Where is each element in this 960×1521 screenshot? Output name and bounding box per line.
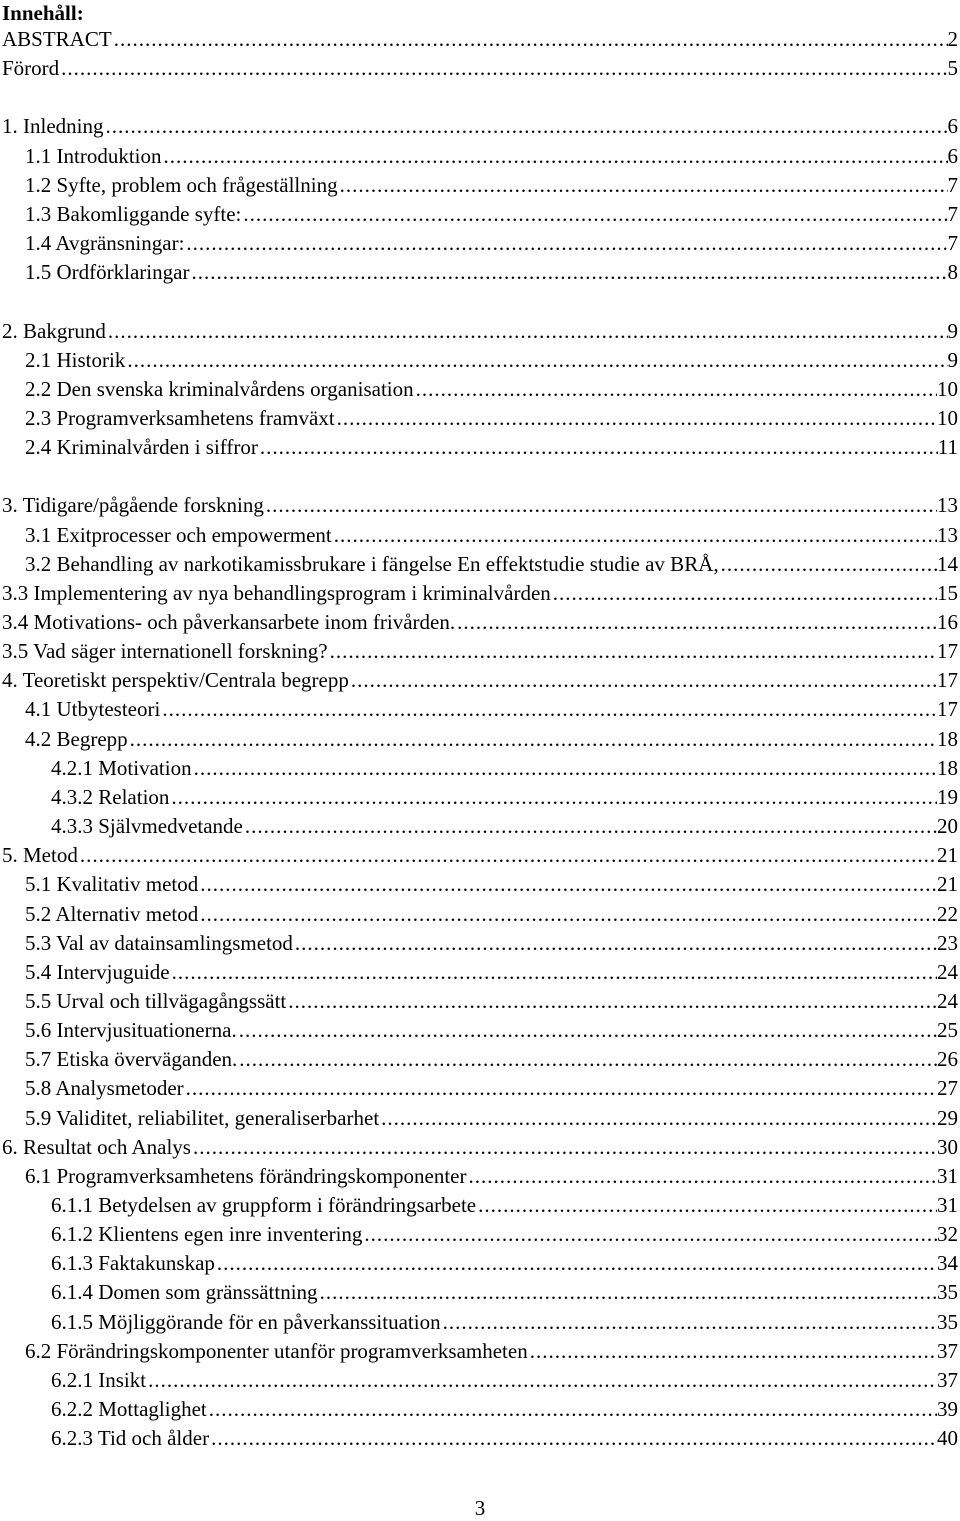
- toc-entry-label: 1.5 Ordförklaringar: [25, 260, 190, 285]
- toc-entry[interactable]: [25, 521, 958, 550]
- toc-leader-dots: [476, 1191, 937, 1220]
- toc-entry-label: 5.4 Intervjuguide: [25, 959, 170, 984]
- toc-entry[interactable]: [25, 229, 958, 258]
- toc-entry[interactable]: [51, 1191, 958, 1220]
- toc-entry-label: 6.2.3 Tid och ålder: [51, 1426, 210, 1451]
- toc-entry-label: 3.2 Behandling av narkotikamissbrukare i fängelse En effektstudie studie av BRÅ,: [25, 551, 719, 576]
- toc-leader-dots: [112, 25, 948, 54]
- toc-entry-label: 3.3 Implementering av nya behandlingsprogram i kriminalvården: [2, 580, 551, 605]
- toc-leader-dots: [215, 1249, 937, 1278]
- toc-leader-dots: [198, 870, 937, 899]
- toc-entry-page: 25: [937, 1018, 958, 1043]
- toc-leader-dots: [241, 200, 947, 229]
- toc-entry[interactable]: [51, 783, 958, 812]
- toc-entry[interactable]: [51, 812, 958, 841]
- toc-entry-label: 4.3.3 Självmedvetande: [51, 814, 243, 839]
- toc-leader-dots: [328, 637, 937, 666]
- toc-entry[interactable]: [25, 1337, 958, 1366]
- toc-entry-page: 29: [937, 1105, 958, 1130]
- toc-leader-dots: [335, 404, 937, 433]
- toc-entry-page: 14: [937, 551, 958, 576]
- toc-leader-dots: [78, 841, 937, 870]
- toc-entry-page: 19: [937, 784, 958, 809]
- toc-leader-dots: [264, 491, 937, 520]
- toc-leader-dots: [146, 1366, 937, 1395]
- toc-entry-page: 18: [937, 726, 958, 751]
- toc-entry-page: 9: [947, 318, 958, 343]
- toc-entry[interactable]: [51, 1220, 958, 1249]
- toc-entry[interactable]: [25, 346, 958, 375]
- toc-leader-dots: [209, 1424, 937, 1453]
- toc-entry[interactable]: [25, 1104, 958, 1133]
- toc-entry[interactable]: [51, 1249, 958, 1278]
- toc-entry-label: 1.2 Syfte, problem och frågeställning: [25, 172, 338, 197]
- toc-entry-label: 4.2.1 Motivation: [51, 755, 192, 780]
- toc-entry-page: 17: [937, 697, 958, 722]
- toc-entry-page: 15: [937, 580, 958, 605]
- toc-leader-dots: [170, 958, 937, 987]
- toc-entry[interactable]: [2, 666, 958, 695]
- toc-entry-page: 7: [947, 172, 958, 197]
- toc-leader-dots: [349, 666, 937, 695]
- toc-leader-dots: [719, 550, 937, 579]
- toc-entry-label: 5.8 Analysmetoder: [25, 1076, 184, 1101]
- toc-entry[interactable]: [51, 1278, 958, 1307]
- toc-entry[interactable]: [51, 1395, 958, 1424]
- toc-leader-dots: [106, 317, 948, 346]
- toc-leader-dots: [189, 258, 947, 287]
- toc-entry[interactable]: [2, 637, 958, 666]
- toc-leader-dots: [184, 1074, 937, 1103]
- toc-entry-page: 18: [937, 755, 958, 780]
- toc-entry-page: 34: [937, 1251, 958, 1276]
- toc-leader-dots: [466, 1162, 937, 1191]
- toc-entry[interactable]: [25, 929, 958, 958]
- toc-entry[interactable]: [2, 579, 958, 608]
- toc-entry-label: 6.1.3 Faktakunskap: [51, 1251, 215, 1276]
- page-number: 3: [474, 1496, 486, 1520]
- toc-entry[interactable]: [2, 54, 958, 83]
- toc-entry-page: 30: [937, 1134, 958, 1159]
- toc-entry[interactable]: [25, 1045, 958, 1074]
- toc-entry-page: 26: [937, 1047, 958, 1072]
- toc-entry-label: 5.3 Val av datainsamlingsmetod: [25, 930, 293, 955]
- toc-entry[interactable]: [25, 695, 958, 724]
- toc-leader-dots: [192, 754, 937, 783]
- toc-entry-label: 1.4 Avgränsningar:: [25, 231, 185, 256]
- toc-entry-label: 3. Tidigare/pågående forskning: [2, 493, 264, 518]
- toc-entry-page: 24: [937, 988, 958, 1013]
- toc-leader-dots: [318, 1278, 937, 1307]
- toc-entry-label: 4.1 Utbytesteori: [25, 697, 161, 722]
- toc-leader-dots: [379, 1104, 937, 1133]
- toc-entry-label: 4.2 Begrepp: [25, 726, 128, 751]
- toc-entry-page: 20: [937, 814, 958, 839]
- toc-entry-page: 8: [947, 260, 958, 285]
- toc-entry-page: 13: [937, 522, 958, 547]
- toc-entry[interactable]: [2, 841, 958, 870]
- toc-entry-label: 2.2 Den svenska kriminalvårdens organisation: [25, 376, 414, 401]
- toc-entry-page: 2: [947, 27, 958, 51]
- toc-leader-dots: [125, 346, 947, 375]
- toc-entry-label: 5.2 Alternativ metod: [25, 901, 199, 926]
- toc-leader-dots: [551, 579, 937, 608]
- toc-entry-label: 6.2.2 Mottaglighet: [51, 1397, 207, 1422]
- toc-entry-page: 16: [937, 610, 958, 634]
- toc-leader-dots: [169, 783, 937, 812]
- toc-entry-label: 1.1 Introduktion: [25, 143, 162, 168]
- toc-leader-dots: [362, 1220, 937, 1249]
- toc-entry-label: 4.3.2 Relation: [51, 784, 170, 809]
- toc-entry[interactable]: [2, 608, 958, 637]
- toc-entry-page: 11: [937, 435, 958, 460]
- toc-entry[interactable]: [25, 142, 958, 171]
- toc-entry-page: 7: [947, 231, 958, 256]
- toc-leader-dots: [59, 54, 947, 83]
- toc-entry-label: 1.3 Bakomliggande syfte:: [25, 201, 242, 226]
- toc-entry-page: 31: [937, 1163, 958, 1188]
- toc-entry-page: 7: [947, 201, 958, 226]
- toc-leader-dots: [184, 229, 947, 258]
- toc-leader-dots: [128, 725, 937, 754]
- toc-leader-dots: [103, 112, 947, 141]
- toc-entry-label: 3.4 Motivations- och påverkansarbete inom frivården.: [2, 610, 456, 634]
- toc-entry[interactable]: [51, 1424, 958, 1453]
- toc-entry-page: 35: [937, 1309, 958, 1334]
- toc-entry-page: 5: [947, 56, 958, 81]
- toc-entry[interactable]: [25, 404, 958, 433]
- toc-entry[interactable]: [2, 491, 958, 520]
- toc-entry-page: 10: [937, 405, 958, 430]
- toc-leader-dots: [160, 695, 937, 724]
- toc-entry[interactable]: [25, 1162, 958, 1191]
- toc-entry[interactable]: [25, 171, 958, 200]
- toc-entry-page: 6: [947, 114, 958, 139]
- toc-entry[interactable]: [2, 112, 958, 141]
- toc-leader-dots: [414, 375, 937, 404]
- toc-entry-page: 27: [937, 1076, 958, 1101]
- toc-entry[interactable]: [25, 870, 958, 899]
- toc-entry-page: 40: [937, 1426, 958, 1451]
- toc-entry-page: 23: [937, 930, 958, 955]
- toc-leader-dots: [191, 1133, 937, 1162]
- toc-entry-page: 24: [937, 959, 958, 984]
- toc-entry[interactable]: [25, 900, 958, 929]
- toc-entry-label: 6.2 Förändringskomponenter utanför programverksamheten: [25, 1338, 528, 1363]
- toc-heading: Innehåll:: [2, 1, 84, 25]
- toc-entry-label: 4. Teoretiskt perspektiv/Centrala begrepp: [2, 668, 349, 693]
- toc-leader-dots: [338, 171, 948, 200]
- toc-entry-label: 2.3 Programverksamhetens framväxt: [25, 405, 335, 430]
- toc-leader-dots: [286, 987, 937, 1016]
- toc-entry-label: Förord: [2, 56, 60, 81]
- toc-entry-label: ABSTRACT: [2, 27, 112, 51]
- toc-entry[interactable]: [2, 25, 958, 54]
- toc-entry-label: 5.6 Intervjusituationerna.: [25, 1018, 237, 1043]
- toc-leader-dots: [237, 1045, 937, 1074]
- toc-entry[interactable]: [25, 1074, 958, 1103]
- toc-entry[interactable]: [25, 725, 958, 754]
- toc-entry[interactable]: [25, 258, 958, 287]
- toc-entry[interactable]: [25, 958, 958, 987]
- toc-leader-dots: [528, 1337, 937, 1366]
- toc-leader-dots: [455, 608, 937, 637]
- toc-entry-page: 17: [937, 639, 958, 664]
- toc-entry-page: 39: [937, 1397, 958, 1422]
- toc-entry-label: 6.1.1 Betydelsen av gruppform i förändringsarbete: [51, 1193, 477, 1217]
- toc-entry[interactable]: [25, 433, 958, 462]
- toc-entry-label: 5.1 Kvalitativ metod: [25, 872, 199, 897]
- toc-entry-label: 5.9 Validitet, reliabilitet, generaliserbarhet: [25, 1105, 380, 1130]
- toc-entry[interactable]: [25, 550, 958, 579]
- toc-entry[interactable]: [25, 1016, 958, 1045]
- toc-leader-dots: [198, 900, 937, 929]
- toc-entry-label: 3.1 Exitprocesser och empowerment: [25, 522, 332, 547]
- toc-entry-label: 6. Resultat och Analys: [2, 1134, 191, 1159]
- toc-entry[interactable]: [51, 754, 958, 783]
- toc-entry-label: 5.5 Urval och tillvägagångssätt: [25, 988, 287, 1013]
- toc-entry-page: 21: [937, 872, 958, 897]
- toc-entry-page: 9: [947, 347, 958, 372]
- toc-entry[interactable]: [2, 317, 958, 346]
- toc-entry-label: 6.1.4 Domen som gränssättning: [51, 1280, 318, 1305]
- toc-entry-page: 22: [937, 901, 958, 926]
- toc-entry-label: 2. Bakgrund: [2, 318, 106, 343]
- toc-entry-label: 2.4 Kriminalvården i siffror: [25, 435, 258, 460]
- toc-entry[interactable]: [25, 987, 958, 1016]
- toc-entry[interactable]: [25, 200, 958, 229]
- toc-leader-dots: [162, 142, 948, 171]
- toc-leader-dots: [332, 521, 937, 550]
- toc-entry-page: 13: [937, 493, 958, 518]
- toc-entry-label: 3.5 Vad säger internationell forskning?: [2, 639, 328, 664]
- toc-entry-label: 6.1.5 Möjliggörande för en påverkanssituation: [51, 1309, 441, 1334]
- toc-entry[interactable]: [51, 1366, 958, 1395]
- toc-entry-page: 37: [937, 1338, 958, 1363]
- toc-entry-page: 32: [937, 1222, 958, 1247]
- toc-leader-dots: [237, 1016, 937, 1045]
- toc-leader-dots: [243, 812, 937, 841]
- toc-entry-page: 21: [937, 843, 958, 868]
- toc-leader-dots: [207, 1395, 937, 1424]
- toc-entry-page: 17: [937, 668, 958, 693]
- toc-entry-label: 6.2.1 Insikt: [51, 1367, 147, 1392]
- toc-entry-label: 6.1 Programverksamhetens förändringskomponenter: [25, 1163, 467, 1188]
- toc-entry-label: 1. Inledning: [2, 114, 104, 139]
- toc-leader-dots: [258, 433, 938, 462]
- toc-leader-dots: [441, 1308, 937, 1337]
- toc-leader-dots: [293, 929, 937, 958]
- toc-entry-label: 2.1 Historik: [25, 347, 126, 372]
- toc-entry-page: 37: [937, 1367, 958, 1392]
- toc-entry-page: 35: [937, 1280, 958, 1305]
- toc-entry[interactable]: [2, 1133, 958, 1162]
- toc-entry-label: 5.7 Etiska överväganden.: [25, 1047, 238, 1072]
- toc-entry-page: 31: [937, 1193, 958, 1217]
- toc-entry[interactable]: [25, 375, 958, 404]
- toc-entry[interactable]: [51, 1308, 958, 1337]
- toc-entry-label: 6.1.2 Klientens egen inre inventering: [51, 1222, 363, 1247]
- toc-entry-label: 5. Metod: [2, 843, 78, 868]
- toc-entry-page: 10: [937, 376, 958, 401]
- toc-entry-page: 6: [947, 143, 958, 168]
